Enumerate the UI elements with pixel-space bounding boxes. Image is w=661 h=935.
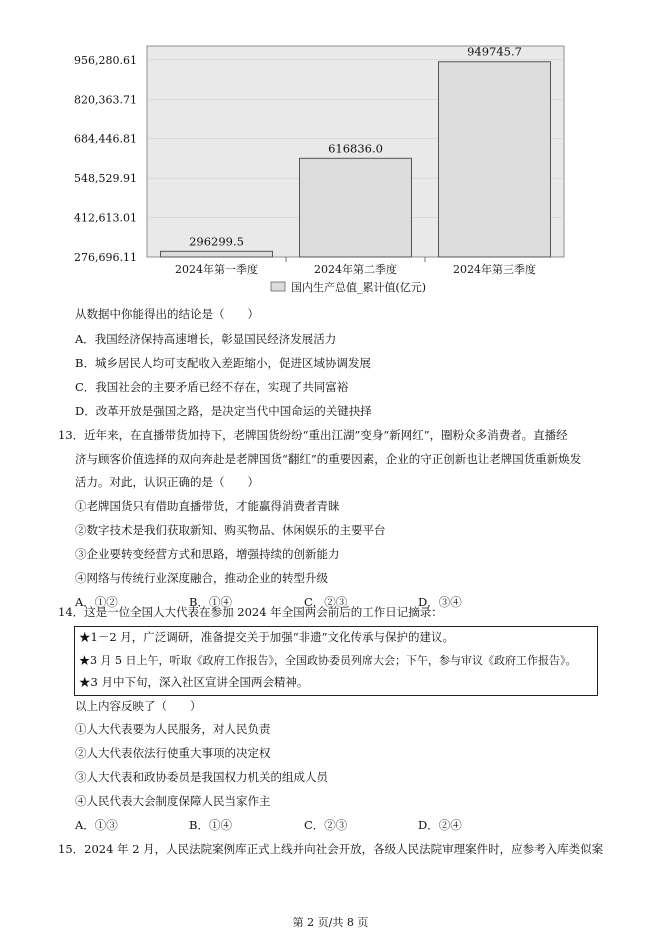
q14-diary-line-3: ★3 月中下旬，深入社区宣讲全国两会精神。 bbox=[79, 675, 309, 689]
legend bbox=[271, 280, 426, 294]
q13-choice-d: D．③④ bbox=[418, 595, 462, 609]
y-tick-label: 684,446.81 bbox=[74, 132, 137, 146]
legend-swatch bbox=[271, 282, 285, 291]
q13-statement-2: ②数字技术是我们获取新知、购买物品、休闲娱乐的主要平台 bbox=[75, 523, 386, 537]
q14-question: 以上内容反映了（ ） bbox=[75, 699, 202, 713]
q13-statement-4: ④网络与传统行业深度融合，推动企业的转型升级 bbox=[75, 571, 328, 585]
q13-statement-3: ③企业要转变经营方式和思路，增强持续的创新能力 bbox=[75, 547, 340, 561]
y-tick-label: 956,280.61 bbox=[74, 53, 137, 67]
page-footer: 第 2 页/共 8 页 bbox=[292, 916, 369, 929]
q13-choice-a: A．①② bbox=[75, 595, 118, 609]
x-axis-ticks bbox=[175, 257, 536, 276]
x-tick-label: 2024年第三季度 bbox=[453, 263, 536, 276]
bar bbox=[300, 158, 412, 257]
q15-stem: 15．2024 年 2 月，人民法院案例库正式上线并向社会开放，各级人民法院审理案件时，应参考入库类似案 bbox=[58, 842, 604, 856]
y-tick-label: 276,696.11 bbox=[74, 251, 137, 264]
q14-diary-line-1: ★1－2 月，广泛调研，准备提交关于加强“非遗”文化传承与保护的建议。 bbox=[79, 630, 455, 644]
q14-statement-1: ①人大代表要为人民服务，对人民负责 bbox=[75, 722, 271, 736]
q14-choice-b: B．①④ bbox=[189, 818, 232, 832]
y-tick-label: 820,363.71 bbox=[74, 93, 137, 107]
legend-label: 国内生产总值_累计值(亿元) bbox=[291, 281, 427, 294]
y-tick-label: 412,613.01 bbox=[74, 211, 137, 225]
gdp-bar-chart bbox=[0, 0, 661, 300]
q14-statement-4: ④人民代表大会制度保障人民当家作主 bbox=[75, 794, 271, 808]
bar-value-label: 616836.0 bbox=[328, 141, 383, 156]
q13-choice-b: B．①④ bbox=[189, 595, 232, 609]
q12-option-a: A．我国经济保持高速增长，彰显国民经济发展活力 bbox=[75, 332, 337, 346]
x-tick-label: 2024年第二季度 bbox=[314, 263, 397, 276]
q14-choice-d: D．②④ bbox=[418, 818, 462, 832]
q14-statement-2: ②人大代表依法行使重大事项的决定权 bbox=[75, 746, 271, 760]
q12-option-b: B．城乡居民人均可支配收入差距缩小，促进区域协调发展 bbox=[75, 356, 371, 370]
q13-statement-1: ①老牌国货只有借助直播带货，才能赢得消费者青睐 bbox=[75, 499, 340, 513]
q14-stem: 14．这是一位全国人大代表在参加 2024 年全国两会前后的工作日记摘录： bbox=[58, 605, 443, 619]
x-tick-label: 2024年第一季度 bbox=[175, 263, 258, 276]
bar-value-label: 949745.7 bbox=[467, 44, 522, 59]
bar bbox=[161, 251, 273, 257]
q14-choice-c: C．②③ bbox=[304, 818, 348, 832]
bar-value-label: 296299.5 bbox=[189, 234, 244, 249]
y-axis-ticks bbox=[74, 54, 137, 264]
q13-choice-c: C．②③ bbox=[304, 595, 348, 609]
q14-diary-line-2: ★3 月 5 日上午，听取《政府工作报告》，全国政协委员列席大会；下午，参与审议《政府工作报告》。 bbox=[79, 654, 577, 667]
q12-option-d: D．改革开放是强国之路，是决定当代中国命运的关键抉择 bbox=[75, 404, 372, 418]
q14-choice-a: A．①③ bbox=[75, 818, 118, 832]
y-tick-label: 548,529.91 bbox=[74, 172, 137, 186]
q13-stem-line-2: 济与顾客价值选择的双向奔赴是老牌国货“翻红”的重要因素，企业的守正创新也让老牌国货重新焕发 bbox=[75, 452, 582, 466]
q12-option-c: C．我国社会的主要矛盾已经不存在，实现了共同富裕 bbox=[75, 380, 349, 394]
q13-stem-line-3: 活力。对此，认识正确的是（ ） bbox=[75, 475, 259, 489]
q13-stem-line-1: 13．近年来，在直播带货加持下，老牌国货纷纷“重出江湖”变身“新网红”，圈粉众多消费者。直播经 bbox=[58, 428, 568, 442]
q14-statement-3: ③人大代表和政协委员是我国权力机关的组成人员 bbox=[75, 770, 328, 784]
bar bbox=[439, 62, 551, 257]
q12-stem: 从数据中你能得出的结论是（ ） bbox=[75, 307, 259, 321]
